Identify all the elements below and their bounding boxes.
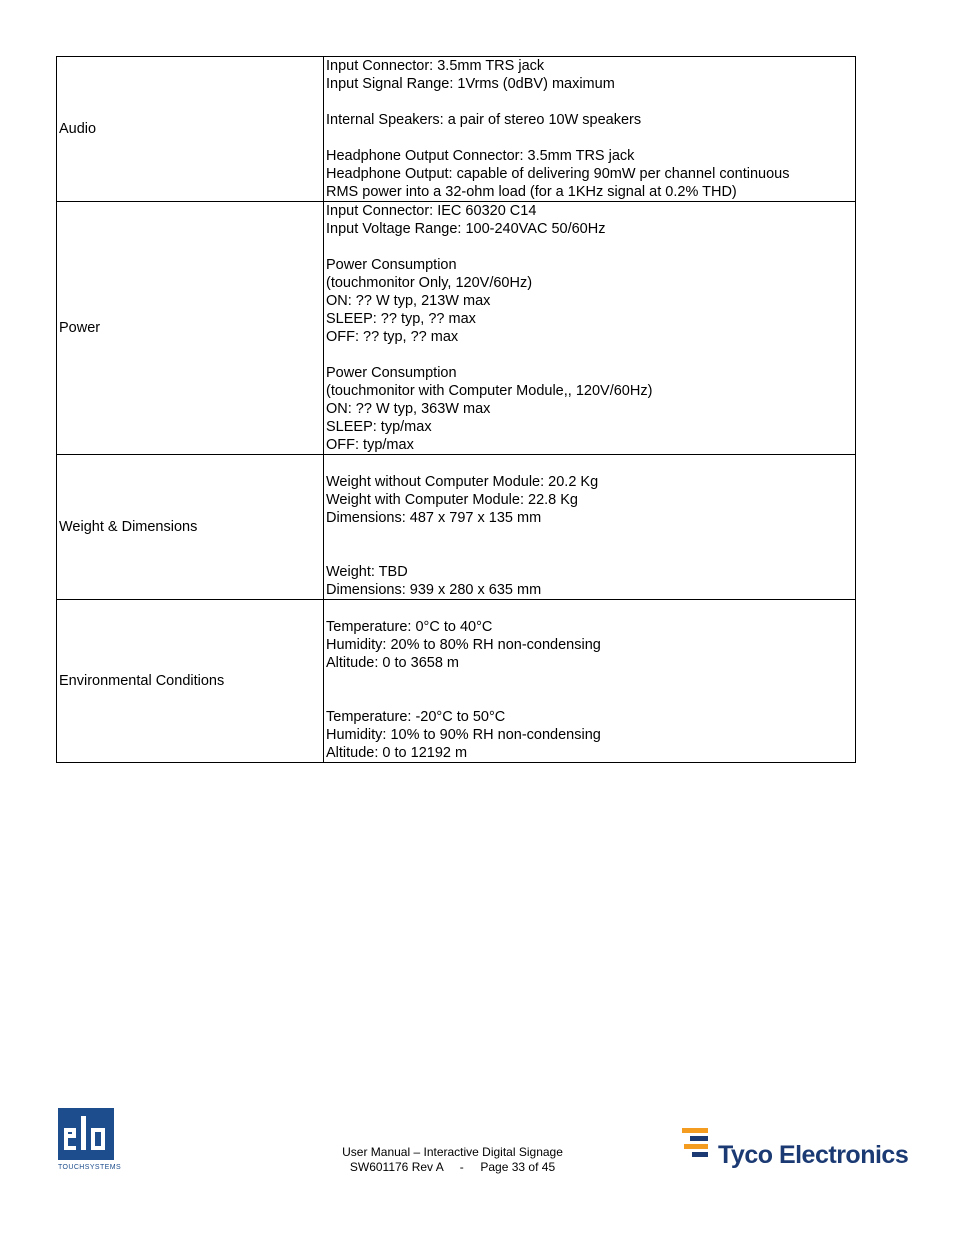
spec-line: SLEEP: ?? typ, ?? max	[326, 311, 476, 327]
elo-logo	[58, 1108, 122, 1174]
spec-line: Temperature: 0°C to 40°C	[326, 619, 493, 635]
footer-line-1: User Manual – Interactive Digital Signage	[342, 1145, 563, 1159]
spec-line: Internal Speakers: a pair of stereo 10W speakers	[326, 112, 642, 128]
spec-line: Power Consumption	[326, 365, 457, 381]
spacer-line	[326, 527, 853, 545]
spec-line: Headphone Output Connector: 3.5mm TRS jack	[326, 148, 635, 164]
spec-line: OFF: ?? typ, ?? max	[326, 329, 459, 345]
spacer-line	[326, 545, 853, 563]
spec-line: Humidity: 10% to 90% RH non-condensing	[326, 727, 601, 743]
spec-line: Input Connector: IEC 60320 C14	[326, 203, 537, 219]
spacer-line	[326, 455, 853, 473]
spec-line: ON: ?? W typ, 213W max	[326, 293, 491, 309]
spec-line: Temperature: -20°C to 50°C	[326, 709, 506, 725]
spec-line: ON: ?? W typ, 363W max	[326, 401, 491, 417]
elo-logo-mark	[58, 1108, 114, 1160]
tyco-logo	[680, 1122, 920, 1174]
spec-table	[56, 56, 856, 763]
row-value-weight	[324, 455, 856, 600]
row-label-environment: Environmental Conditions	[57, 600, 324, 763]
footer-text	[300, 1145, 605, 1175]
table-row-environment	[57, 600, 856, 763]
spec-line: Dimensions: 487 x 797 x 135 mm	[326, 510, 542, 526]
spec-line: Headphone Output: capable of delivering 90mW per channel continuous	[326, 166, 790, 182]
spec-line: Weight with Computer Module: 22.8 Kg	[326, 492, 579, 508]
row-value-audio	[324, 57, 856, 202]
spec-line: Input Voltage Range: 100-240VAC 50/60Hz	[326, 221, 606, 237]
spec-line: Weight: TBD	[326, 564, 408, 580]
spec-line: (touchmonitor with Computer Module,, 120V/60Hz)	[326, 383, 653, 399]
spec-line: (touchmonitor Only, 120V/60Hz)	[326, 275, 533, 291]
spec-line: Input Connector: 3.5mm TRS jack	[326, 58, 545, 74]
spacer-line	[326, 129, 853, 147]
spacer-line	[326, 238, 853, 256]
spec-line: SLEEP: typ/max	[326, 419, 432, 435]
table-row-power	[57, 202, 856, 455]
tyco-logo-text: Tyco Electronics	[718, 1141, 909, 1169]
spec-line: Altitude: 0 to 3658 m	[326, 655, 459, 671]
spacer-line	[326, 600, 853, 618]
tyco-flag-icon	[680, 1126, 714, 1166]
spec-line: Dimensions: 939 x 280 x 635 mm	[326, 582, 542, 598]
row-value-power	[324, 202, 856, 455]
spacer-line	[326, 690, 853, 708]
spec-line: Weight without Computer Module: 20.2 Kg	[326, 474, 599, 490]
row-label-weight: Weight & Dimensions	[57, 455, 324, 600]
row-label-audio: Audio	[57, 57, 324, 202]
spec-line: Humidity: 20% to 80% RH non-condensing	[326, 637, 601, 653]
spacer-line	[326, 93, 853, 111]
spec-line: RMS power into a 32-ohm load (for a 1KHz signal at 0.2% THD)	[326, 184, 737, 200]
footer-line-2: SW601176 Rev A - Page 33 of 45	[349, 1160, 556, 1174]
row-value-environment	[324, 600, 856, 763]
spec-line: OFF: typ/max	[326, 437, 414, 453]
spacer-line	[326, 672, 853, 690]
table-row-audio	[57, 57, 856, 202]
spec-line: Altitude: 0 to 12192 m	[326, 745, 468, 761]
row-label-power: Power	[57, 202, 324, 455]
spec-line: Input Signal Range: 1Vrms (0dBV) maximum	[326, 76, 615, 92]
spec-line: Power Consumption	[326, 257, 457, 273]
elo-logo-subtext: TOUCHSYSTEMS	[58, 1164, 122, 1171]
spacer-line	[326, 346, 853, 364]
table-row-weight	[57, 455, 856, 600]
